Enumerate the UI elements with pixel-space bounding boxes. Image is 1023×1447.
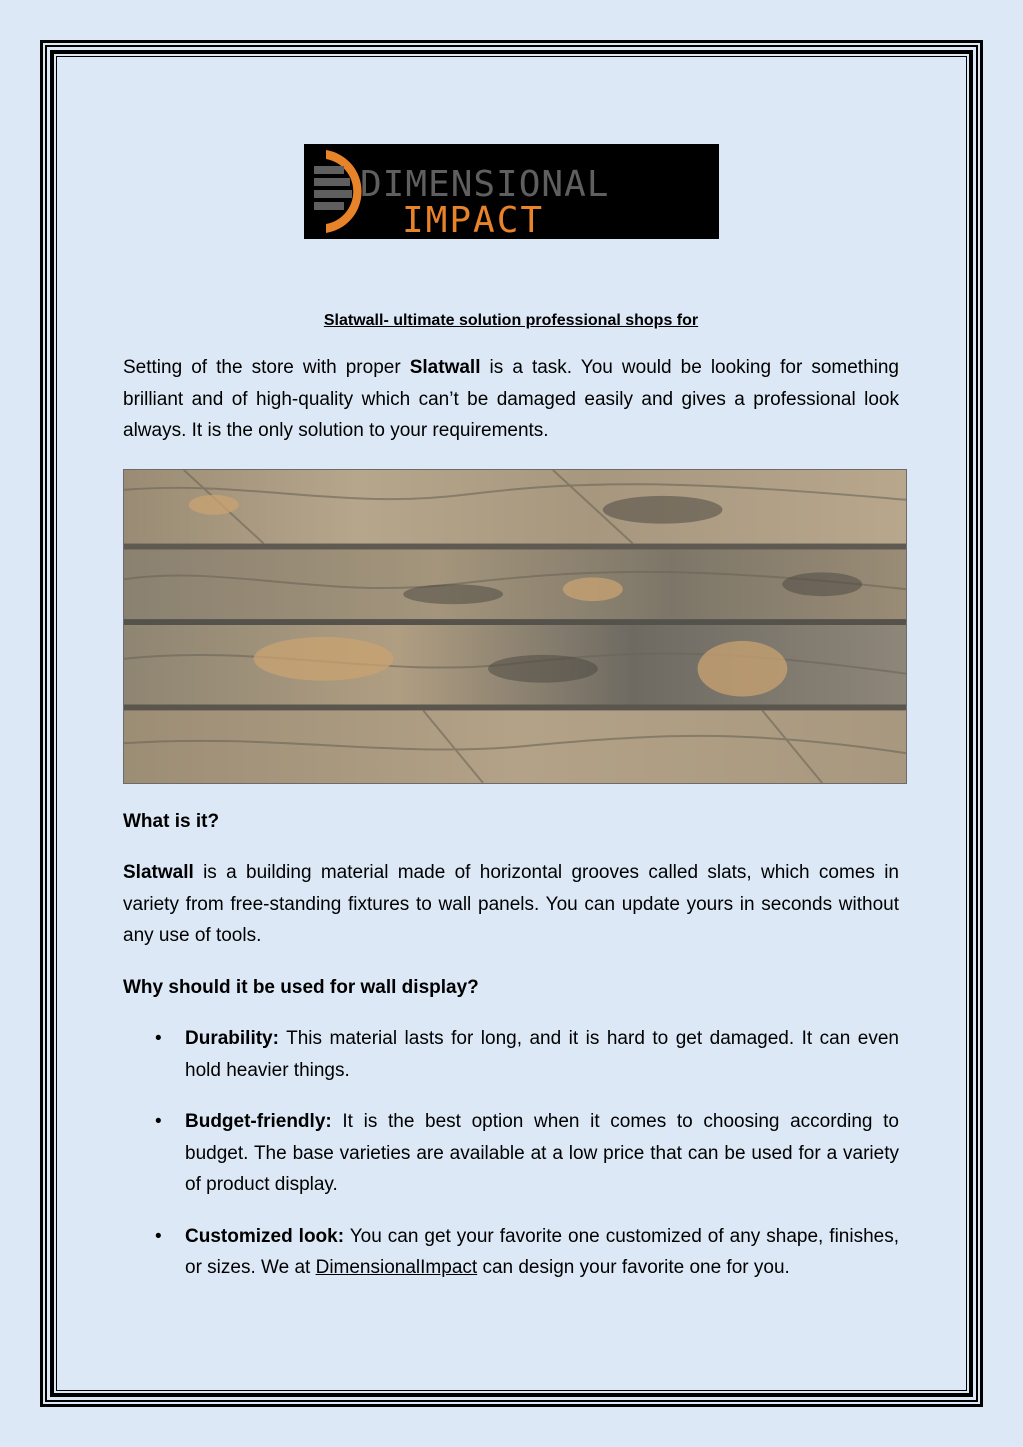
article-title: Slatwall- ultimate solution professional shops for [323, 312, 699, 329]
intro-text-after: is a task. You would be looking for something brilliant and of high-quality which can’t be damaged easily and gives a professional look always. It is the only solution to your requirements. [123, 357, 899, 441]
article-content [123, 308, 899, 1304]
bullet-label: Budget-friendly: [185, 1111, 332, 1132]
benefits-list [123, 1023, 899, 1284]
intro-bold-term: Slatwall [409, 357, 481, 378]
bullet-text: This material lasts for long, and it is hard to get damaged. It can even hold heavier things. [185, 1028, 899, 1081]
slatwall-wood-photo [123, 469, 907, 784]
why-heading: Why should it be used for wall display? [123, 976, 479, 998]
intro-paragraph [123, 352, 899, 447]
logo-line2: IMPACT [402, 200, 545, 239]
intro-text-before: Setting of the store with proper [123, 357, 410, 378]
what-is-it-heading: What is it? [123, 810, 220, 832]
list-item-budget [185, 1106, 899, 1201]
bullet-label: Durability: [185, 1028, 279, 1049]
logo-line1: DIMENSIONAL [360, 164, 610, 205]
what-is-it-paragraph [123, 857, 899, 952]
bullet-text: You can get your favorite one customized of any shape, finishes, or sizes. We at [185, 1225, 900, 1278]
bullet-text: It is the best option when it comes to choosing according to budget. The base varieties are available at a low price that can be used for a variety of product display. [185, 1111, 899, 1195]
dimensional-impact-link[interactable]: DimensionalImpact [315, 1257, 478, 1278]
dimensional-impact-logo [304, 144, 719, 239]
what-bold-term: Slatwall [123, 862, 194, 883]
what-text: is a building material made of horizontal grooves called slats, which comes in variety from free-standing fixtures to wall panels. You can update yours in seconds without any use of tools. [123, 862, 899, 946]
list-item-customized [185, 1221, 899, 1284]
list-item-durability [185, 1023, 899, 1086]
bullet-text-after: can design your favorite one for you. [477, 1257, 790, 1278]
bullet-label: Customized look: [185, 1225, 345, 1247]
